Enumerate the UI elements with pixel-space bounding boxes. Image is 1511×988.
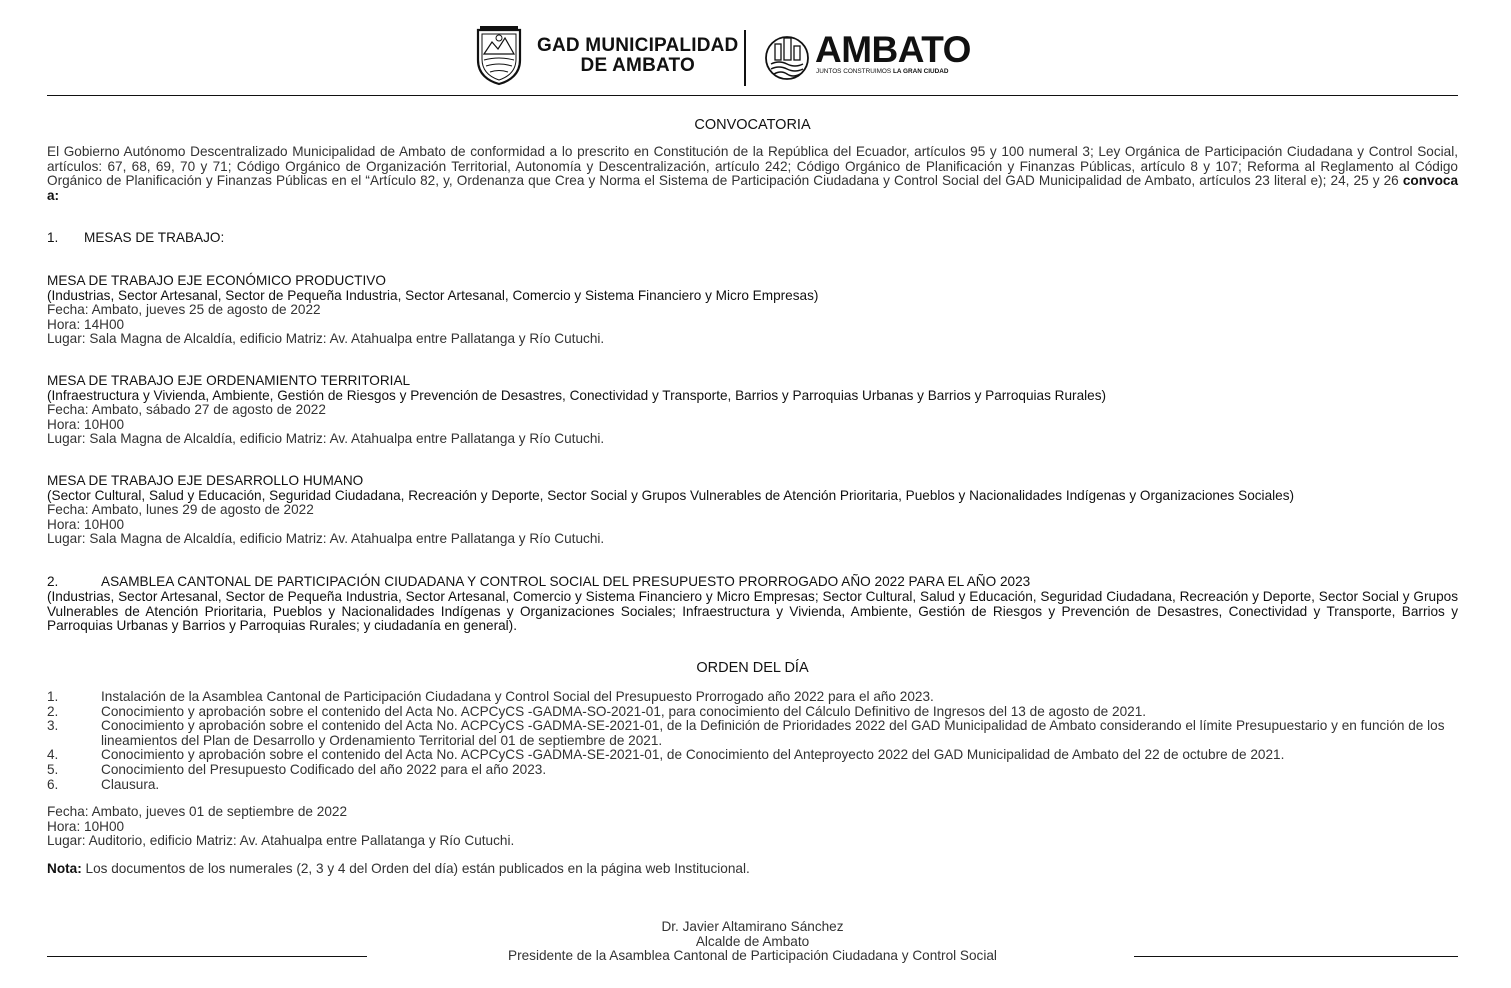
mesa-date: Fecha: Ambato, lunes 29 de agosto de 2022 <box>47 502 314 518</box>
section-2-description: (Industrias, Sector Artesanal, Sector de Pequeña Industria, Sector Artesanal, Comercio y Sistema Financiero y Micro Empresas; Sector Cultural, Salud y Educación, Seguridad Ciudadana, Recreación y Deporte, Sector Social y Grupos Vulnerables de Atención Prioritaria, Pueblos y Nacionalidades Indígenas y Organizaciones Sociales; Infraestructura y Vivienda, Ambiente, Gestión de Riesgos y Prevención de Desastres, Conectividad y Transporte, Barrios y Parroquias Urbanas y Barrios y Parroquias Rurales; y ciudadanía en general). <box>47 589 1458 634</box>
section-1-title: MESAS DE TRABAJO: <box>84 230 225 245</box>
signatory-role: Alcalde de Ambato <box>695 933 810 949</box>
footer-rule-left <box>47 956 367 957</box>
document-header <box>0 26 1511 86</box>
note-label: Nota: <box>47 861 82 876</box>
note-text: Los documentos de los numerales (2, 3 y 4 del Orden del día) están publicados en la página web Institucional. <box>81 861 750 876</box>
municipal-coat-of-arms-icon <box>474 26 524 86</box>
header-rule <box>47 95 1458 96</box>
list-item-text: Clausura. <box>101 776 160 792</box>
list-item <box>47 719 1458 748</box>
intro-bold: convoca a: <box>47 173 1459 203</box>
tagline-bold: LA GRAN CIUDAD <box>892 68 949 75</box>
list-item-text: Conocimiento del Presupuesto Codificado del año 2022 para el año 2023. <box>101 761 547 777</box>
list-item-text: Conocimiento y aprobación sobre el contenido del Acta No. ACPCyCS -GADMA-SE-2021-01, de la Definición de Prioridades 2022 del GAD Municipalidad de Ambato considerando el límite Presupuestario y en función de los lineamientos del Plan de Desarrollo y Ordenamiento Territorial del 01 de septiembre de 2021. <box>101 718 1445 748</box>
footer-rule-right <box>1134 956 1458 957</box>
mesa-subtitle: (Infraestructura y Vivienda, Ambiente, Gestión de Riesgos y Prevención de Desastres, Conectividad y Transporte, Barrios y Parroquias Urbanas y Barrios y Parroquias Rurales) <box>47 387 1107 403</box>
ambato-city-emblem-icon <box>763 32 811 80</box>
asamblea-place: Lugar: Auditorio, edificio Matriz: Av. Atahualpa entre Pallatanga y Río Cutuchi. <box>47 833 515 849</box>
list-item-number: 1. <box>47 689 59 704</box>
section-2-title: ASAMBLEA CANTONAL DE PARTICIPACIÓN CIUDADANA Y CONTROL SOCIAL DEL PRESUPUESTO PRORROGADO AÑO 2022 PARA EL AÑO 2023 <box>101 574 1031 589</box>
list-item-text: Instalación de la Asamblea Cantonal de Participación Ciudadana y Control Social del Presupuesto Prorrogado año 2022 para el año 2023. <box>101 689 934 704</box>
list-item-number: 6. <box>47 776 59 792</box>
mesa-title: MESA DE TRABAJO EJE ECONÓMICO PRODUCTIVO <box>47 273 386 288</box>
list-item-number: 2. <box>47 703 59 719</box>
list-item-number: 5. <box>47 761 59 777</box>
mesa-place: Lugar: Sala Magna de Alcaldía, edificio Matriz: Av. Atahualpa entre Pallatanga y Río Cutuchi. <box>47 331 605 347</box>
mesa-time: Hora: 14H00 <box>47 316 125 332</box>
asamblea-details <box>47 805 514 849</box>
section-2-heading <box>47 575 1458 590</box>
mesa-date: Fecha: Ambato, jueves 25 de agosto de 2022 <box>47 302 321 318</box>
section-1-number: 1. <box>47 230 59 245</box>
mesa-title: MESA DE TRABAJO EJE ORDENAMIENTO TERRITORIAL <box>47 373 411 388</box>
mesa-time: Hora: 10H00 <box>47 516 125 532</box>
mesa-subtitle: (Sector Cultural, Salud y Educación, Seguridad Ciudadana, Recreación y Deporte, Sector Social y Grupos Vulnerables de Atención Prioritaria, Pueblos y Nacionalidades Indígenas y Organizaciones Sociales) <box>47 487 1295 503</box>
list-item <box>47 705 1458 720</box>
section-2-number: 2. <box>47 574 59 589</box>
list-item-text: Conocimiento y aprobación sobre el contenido del Acta No. ACPCyCS -GADMA-SO-2021-01, para conocimiento del Cálculo Definitivo de Ingresos del 13 de agosto de 2021. <box>101 703 1147 719</box>
mesa-desarrollo-humano <box>47 474 1458 547</box>
orden-del-dia-list <box>47 690 1458 792</box>
ambato-brand: AMBATO <box>815 29 971 70</box>
section-1-heading <box>47 231 1458 246</box>
list-item-number: 4. <box>47 747 59 763</box>
mesa-ordenamiento <box>47 374 1458 447</box>
list-item-number: 3. <box>47 718 59 734</box>
orden-del-dia-title: ORDEN DEL DÍA <box>696 660 809 676</box>
intro-text: El Gobierno Autónomo Descentralizado Municipalidad de Ambato de conformidad a lo prescrito en Constitución de la República del Ecuador, artículos 95 y 100 numeral 3; Ley Orgánica de Participación Ciudadana y Control Social, artículos: 67, 68, 69, 70 y 71; Código Orgánico de Organización Territorial, Autonomía y Descentralización, artículo 242; Código Orgánico de Planificación y Finanzas Públicas, artículo 8 y 107; Reforma al Reglamento al Código Orgánico de Planificación y Finanzas Públicas en el “Artículo 82, y, Ordenanza que Crea y Norma el Sistema de Participación Ciudadana y Control Social del GAD Municipalidad de Ambato, artículos 23 literal e); 24, 25 y 26 <box>47 144 1458 189</box>
org-line-2: DE AMBATO <box>580 55 695 76</box>
tagline-prefix: JUNTOS CONSTRUIMOS <box>816 68 893 75</box>
list-item <box>47 748 1458 763</box>
note <box>47 862 750 877</box>
list-item <box>47 690 1458 705</box>
mesa-subtitle: (Industrias, Sector Artesanal, Sector de Pequeña Industria, Sector Artesanal, Comercio y Sistema Financiero y Micro Empresas) <box>47 287 819 303</box>
header-divider <box>744 30 746 86</box>
list-item-text: Conocimiento y aprobación sobre el contenido del Acta No. ACPCyCS -GADMA-SE-2021-01, de Conocimiento del Anteproyecto 2022 del GAD Municipalidad de Ambato del 22 de octubre de 2021. <box>101 747 1285 763</box>
organization-name <box>537 36 738 76</box>
signatory-title: Presidente de la Asamblea Cantonal de Participación Ciudadana y Control Social <box>508 948 997 964</box>
mesa-place: Lugar: Sala Magna de Alcaldía, edificio Matriz: Av. Atahualpa entre Pallatanga y Río Cutuchi. <box>47 531 605 547</box>
mesa-place: Lugar: Sala Magna de Alcaldía, edificio Matriz: Av. Atahualpa entre Pallatanga y Río Cutuchi. <box>47 431 605 447</box>
asamblea-date: Fecha: Ambato, jueves 01 de septiembre de 2022 <box>47 804 348 819</box>
signature-block <box>47 920 1458 964</box>
org-line-1: GAD MUNICIPALIDAD <box>537 35 739 56</box>
mesa-economico <box>47 274 1458 347</box>
signatory-name: Dr. Javier Altamirano Sánchez <box>661 919 844 934</box>
mesa-date: Fecha: Ambato, sábado 27 de agosto de 2022 <box>47 402 326 418</box>
ambato-tagline <box>816 68 948 76</box>
list-item <box>47 778 1458 793</box>
intro-paragraph <box>47 145 1458 203</box>
asamblea-time: Hora: 10H00 <box>47 818 125 834</box>
mesa-title: MESA DE TRABAJO EJE DESARROLLO HUMANO <box>47 473 364 488</box>
list-item <box>47 763 1458 778</box>
document-title: CONVOCATORIA <box>694 117 811 133</box>
mesa-time: Hora: 10H00 <box>47 416 125 432</box>
